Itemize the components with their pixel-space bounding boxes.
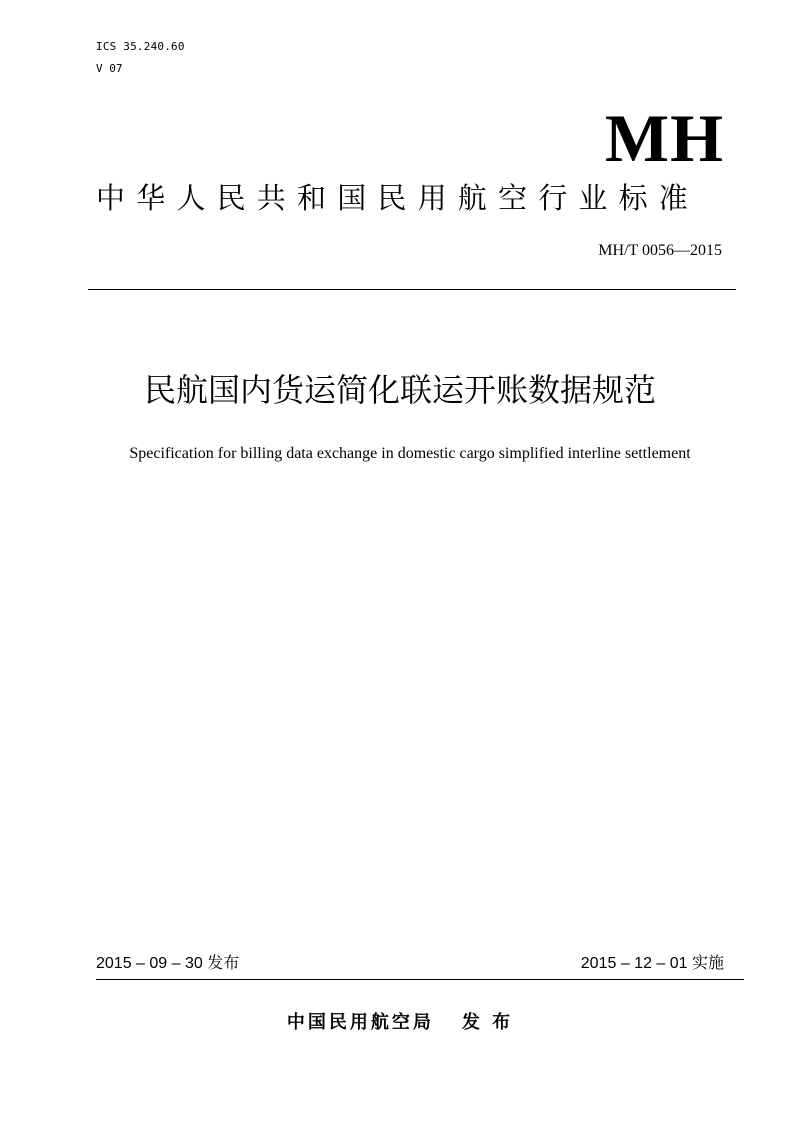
issue-date: 2015 – 09 – 30 发布	[96, 955, 240, 972]
publisher-line	[0, 1008, 800, 1034]
standard-number: MH/T 0056—2015	[598, 242, 722, 259]
implementation-date: 2015 – 12 – 01 实施	[580, 955, 724, 972]
standard-logo: MH	[604, 100, 724, 176]
document-title-english: Specification for billing data exchange in domestic cargo simplified interline settlement	[129, 445, 691, 462]
publish-label: 发 布	[461, 1012, 514, 1033]
header-divider	[88, 289, 736, 290]
ccs-code: V 07	[96, 62, 123, 75]
standard-category: 中华人民共和国民用航空行业标准	[96, 181, 700, 215]
document-title-chinese: 民航国内货运简化联运开账数据规范	[143, 371, 656, 409]
publisher-name: 中国民用航空局	[286, 1012, 434, 1033]
ics-code: ICS 35.240.60	[96, 40, 185, 53]
footer-divider	[96, 979, 744, 980]
